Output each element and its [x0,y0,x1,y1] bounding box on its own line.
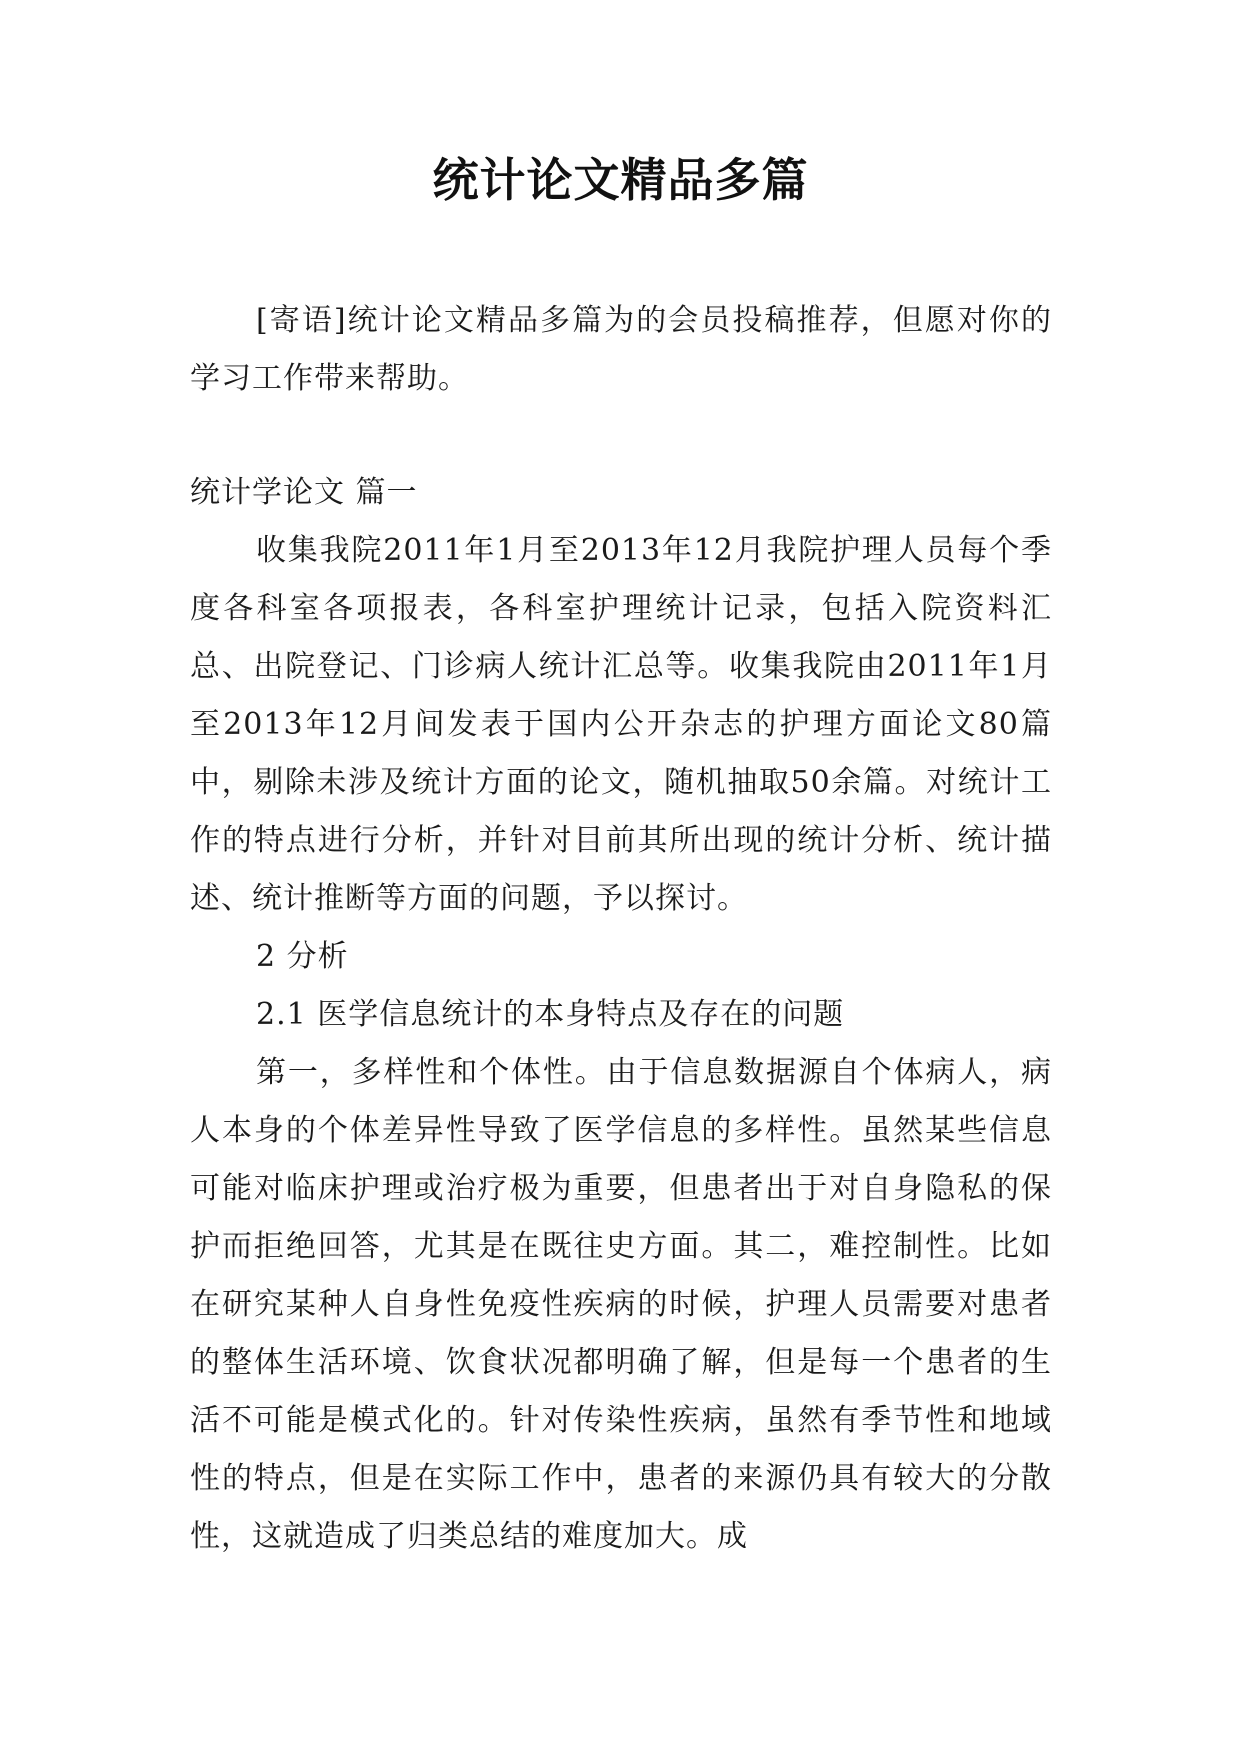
heading-subsection-2-1: 2.1 医学信息统计的本身特点及存在的问题 [256,997,845,1032]
section-one [190,464,1052,1566]
section-heading: 统计学论文 篇一 [190,475,418,510]
intro-block [190,292,1052,408]
document-title: 统计论文精品多篇 [432,153,809,207]
paragraph-characteristics: 第一，多样性和个体性。由于信息数据源自个体病人，病人本身的个体差异性导致了医学信息的多样性。虽然某些信息可能对临床护理或治疗极为重要，但患者出于对自身隐私的保护而拒绝回答，尤其是在既往史方面。其二，难控制性。比如在研究某种人自身性免疫性疾病的时候，护理人员需要对患者的整体生活环境、饮食状况都明确了解，但是每一个患者的生活不可能是模式化的。针对传染性疾病，虽然有季节性和地域性的特点，但是在实际工作中，患者的来源仍具有较大的分散性，这就造成了归类总结的难度加大。成 [190,1055,1052,1554]
paragraph-data-collection: 收集我院2011年1月至2013年12月我院护理人员每个季度各科室各项报表，各科室护理统计记录，包括入院资料汇总、出院登记、门诊病人统计汇总等。收集我院由2011年1月至2013年12月间发表于国内公开杂志的护理方面论文80篇中，剔除未涉及统计方面的论文，随机抽取50余篇。对统计工作的特点进行分析，并针对目前其所出现的统计分析、统计描述、统计推断等方面的问题，予以探讨。 [190,533,1052,916]
intro-paragraph: [寄语]统计论文精品多篇为的会员投稿推荐，但愿对你的学习工作带来帮助。 [190,303,1052,396]
heading-analysis: 2 分析 [256,939,349,974]
